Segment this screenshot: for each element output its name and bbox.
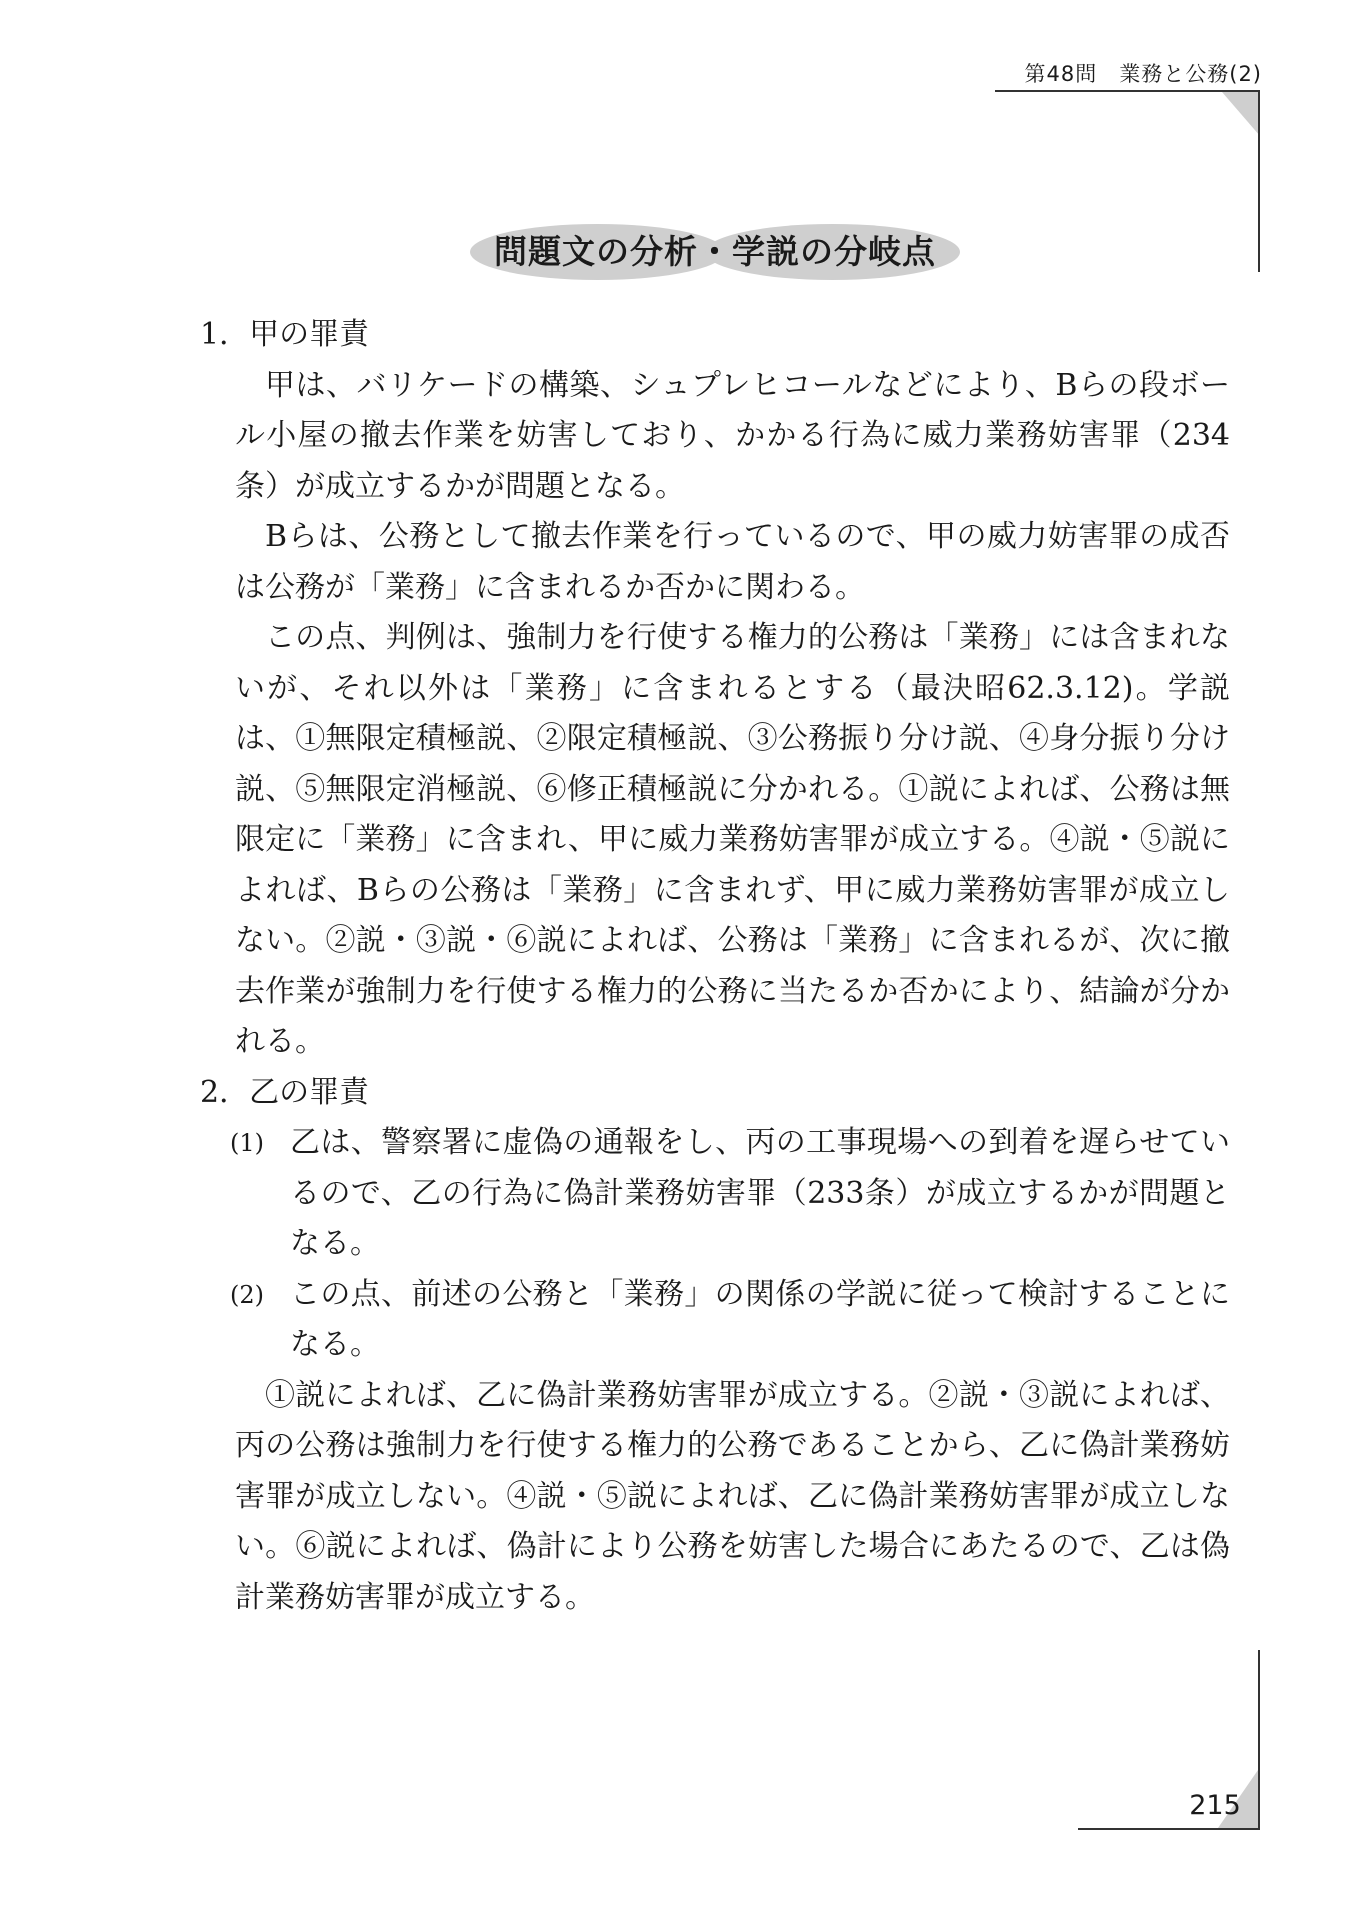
running-header: 第48問 業務と公務(2) xyxy=(1024,62,1262,86)
numbered-item xyxy=(200,1270,1230,1371)
main-content xyxy=(200,310,1230,1623)
corner-decoration xyxy=(1222,92,1260,136)
section-heading: 1．甲の罪責 xyxy=(200,317,370,352)
item-text: 乙は、警察署に虚偽の通報をし、丙の工事現場への到着を遅らせているので、乙の行為に偽計業務妨害罪（233条）が成立するかが問題となる。 xyxy=(290,1125,1230,1261)
section-2 xyxy=(200,1068,1230,1624)
paragraph: この点、判例は、強制力を行使する権力的公務は「業務」には含まれないが、それ以外は「業務」に含まれるとする（最決昭62.3.12)。学説は、①無限定積極説、②限定積極説、③公務振り分け説、④身分振り分け説、⑤無限定消極説、⑥修正積極説に分かれる。①説によれば、公務は無限定に「業務」に含まれ、甲に威力業務妨害罪が成立する。④説・⑤説によれば、Bらの公務は「業務」に含まれず、甲に威力業務妨害罪が成立しない。②説・③説・⑥説によれば、公務は「業務」に含まれるが、次に撤去作業が強制力を行使する権力的公務に当たるか否かにより、結論が分かれる。 xyxy=(235,620,1230,1059)
page-number: 215 xyxy=(1189,1790,1241,1821)
item-label: (2) xyxy=(230,1280,264,1309)
page-edge-line-top xyxy=(1258,92,1260,272)
section-title-banner xyxy=(470,224,960,280)
section-1 xyxy=(200,310,1230,1068)
footer-rule xyxy=(1078,1828,1260,1830)
paragraph: ①説によれば、乙に偽計業務妨害罪が成立する。②説・③説によれば、丙の公務は強制力を行使する権力的公務であることから、乙に偽計業務妨害罪が成立しない。④説・⑤説によれば、乙に偽計業務妨害罪が成立しない。⑥説によれば、偽計により公務を妨害した場合にあたるので、乙は偽計業務妨害罪が成立する。 xyxy=(235,1377,1230,1615)
numbered-item xyxy=(200,1118,1230,1270)
paragraph: 甲は、バリケードの構築、シュプレヒコールなどにより、Bらの段ボール小屋の撤去作業を妨害しており、かかる行為に威力業務妨害罪（234条）が成立するかが問題となる。 xyxy=(235,367,1230,504)
item-label: (1) xyxy=(230,1129,264,1157)
section-heading: 2．乙の罪責 xyxy=(200,1074,370,1110)
section-title: 問題文の分析・学説の分岐点 xyxy=(494,232,936,271)
item-text: この点、前述の公務と「業務」の関係の学説に従って検討することになる。 xyxy=(290,1276,1230,1362)
header-rule xyxy=(995,90,1260,92)
paragraph: Bらは、公務として撤去作業を行っているので、甲の威力妨害罪の成否は公務が「業務」に含まれるか否かに関わる。 xyxy=(235,519,1230,605)
